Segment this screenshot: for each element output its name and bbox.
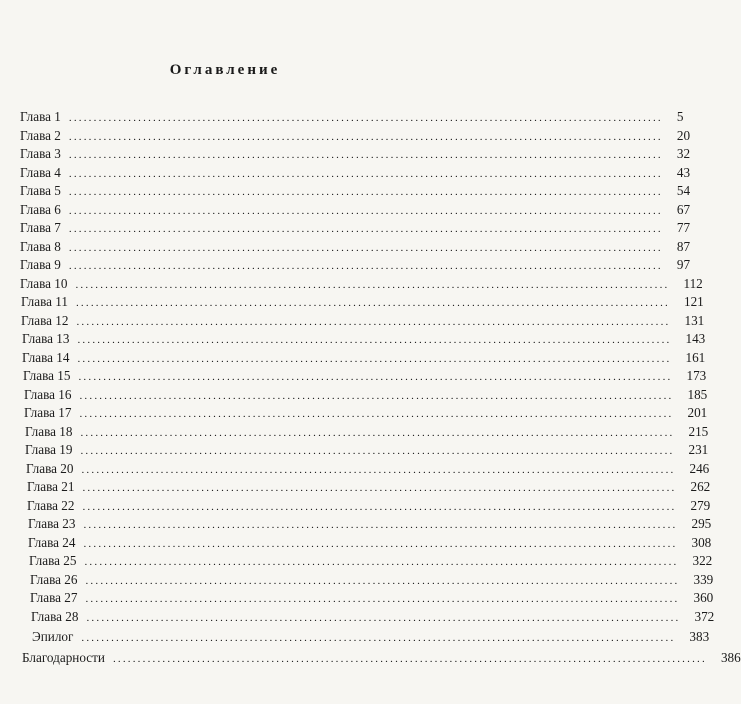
toc-entry-label: Глава 22: [27, 497, 75, 513]
toc-entry-label: Глава 27: [30, 590, 78, 605]
leader-dots: ........................................................................................................................: [82, 500, 677, 513]
toc-entry: [20, 497, 711, 516]
leader-dots: ........................................................................................................................: [79, 408, 674, 420]
toc-entry-label: Глава 12: [21, 312, 69, 328]
toc-entry-label: Глава 9: [20, 257, 61, 272]
toc-entry-label: Глава 20: [26, 460, 74, 476]
toc-entry-page: 87: [676, 238, 691, 254]
toc-entry: [20, 649, 741, 668]
toc-entry-page: 215: [688, 423, 709, 439]
toc-entry: [20, 349, 706, 368]
leader-dots: ........................................................................................................................: [86, 611, 681, 624]
toc-entry-page: 295: [691, 516, 712, 531]
toc-entry: [20, 478, 711, 497]
toc-entry-label: Глава 23: [28, 516, 76, 531]
toc-heading: Оглавление: [169, 62, 281, 78]
toc-entry-label: Глава 14: [22, 349, 70, 365]
toc-entry-page: 43: [676, 164, 691, 180]
leader-dots: ........................................................................................................................: [85, 593, 680, 605]
toc-entry: [20, 238, 691, 257]
toc-entry: [20, 552, 713, 571]
toc-entry-page: 185: [687, 386, 708, 402]
leader-dots: ........................................................................................................................: [80, 426, 675, 439]
toc-entry-label: Глава 1: [20, 109, 61, 124]
leader-dots: ........................................................................................................................: [112, 652, 707, 665]
toc-entry-label: Эпилог: [32, 629, 74, 644]
toc-entry-page: 372: [694, 608, 715, 624]
toc-entry: [20, 219, 691, 238]
toc-entry: [20, 330, 706, 349]
toc-entry-label: Глава 25: [29, 553, 77, 568]
toc-entry: [20, 386, 708, 405]
leader-dots: ........................................................................................................................: [83, 519, 678, 531]
leader-dots: ........................................................................................................................: [77, 334, 672, 346]
leader-dots: ........................................................................................................................: [68, 112, 663, 124]
toc-entry-label: Глава 2: [20, 127, 61, 143]
toc-entry-page: 112: [683, 275, 703, 291]
toc-entry-page: 5: [676, 109, 684, 124]
toc-entry: [20, 293, 704, 312]
toc-entry-page: 121: [683, 294, 704, 309]
toc-entry-page: 322: [692, 553, 713, 568]
toc-entry-page: 143: [685, 331, 706, 346]
toc-entry-page: 161: [685, 349, 706, 365]
toc-entry-label: Благодарности: [22, 649, 105, 665]
toc-entry: [20, 404, 708, 423]
toc-entry-page: 32: [676, 146, 691, 161]
leader-dots: ........................................................................................................................: [68, 241, 663, 254]
toc-entry-page: 97: [676, 257, 691, 272]
toc-entry-label: Глава 28: [31, 608, 79, 624]
leader-dots: ........................................................................................................................: [84, 556, 679, 568]
toc-entry: [20, 571, 714, 590]
toc-entry: [20, 127, 691, 146]
toc-entry-page: 308: [691, 534, 712, 550]
toc-entry: [20, 608, 715, 627]
toc-entry-label: Глава 19: [25, 442, 73, 457]
toc-entry: [20, 275, 703, 294]
leader-dots: ........................................................................................................................: [68, 260, 663, 272]
toc-entry: [20, 367, 707, 386]
toc-entry-label: Глава 4: [20, 164, 61, 180]
toc-entry-page: 279: [690, 497, 711, 513]
toc-entry-page: 360: [693, 590, 714, 605]
toc-entry: [20, 628, 710, 647]
leader-dots: ........................................................................................................................: [68, 167, 663, 180]
toc-entry-label: Глава 24: [28, 534, 76, 550]
leader-dots: ........................................................................................................................: [68, 186, 663, 198]
toc-entry-label: Глава 5: [20, 183, 61, 198]
toc-entry-label: Глава 17: [24, 405, 72, 420]
toc-entry-page: 67: [676, 201, 691, 217]
toc-entry-page: 231: [688, 442, 709, 457]
leader-dots: ........................................................................................................................: [78, 371, 673, 383]
leader-dots: ........................................................................................................................: [81, 632, 676, 644]
toc-entry: [20, 164, 691, 183]
leader-dots: ........................................................................................................................: [68, 204, 663, 217]
toc-entry-page: 173: [686, 368, 707, 383]
toc-entry-page: 131: [684, 312, 705, 328]
table-of-contents: [20, 108, 741, 667]
toc-entry: [20, 145, 691, 164]
toc-entry-label: Глава 11: [21, 294, 68, 309]
toc-entry-label: Глава 26: [30, 571, 78, 587]
toc-entry-label: Глава 10: [20, 275, 68, 291]
toc-entry-label: Глава 13: [22, 331, 70, 346]
toc-entry-label: Глава 15: [23, 368, 71, 383]
toc-entry: [20, 534, 712, 553]
toc-entry-label: Глава 16: [24, 386, 72, 402]
toc-entry-label: Глава 21: [27, 479, 75, 494]
toc-entry: [20, 589, 714, 608]
leader-dots: ........................................................................................................................: [79, 389, 674, 402]
toc-entry-label: Глава 6: [20, 201, 61, 217]
toc-entry-label: Глава 3: [20, 146, 61, 161]
toc-entry: [20, 201, 691, 220]
toc-entry-page: 386: [720, 649, 741, 665]
toc-entry-page: 77: [676, 220, 691, 235]
toc-entry: [20, 256, 691, 275]
leader-dots: ........................................................................................................................: [77, 352, 672, 365]
leader-dots: ........................................................................................................................: [68, 149, 663, 161]
leader-dots: ........................................................................................................................: [83, 537, 678, 550]
toc-entry-page: 383: [689, 629, 710, 644]
toc-entry-label: Глава 8: [20, 238, 61, 254]
leader-dots: ........................................................................................................................: [80, 445, 675, 457]
toc-entry-label: Глава 18: [25, 423, 73, 439]
toc-entry-page: 20: [676, 127, 691, 143]
leader-dots: ........................................................................................................................: [68, 130, 663, 143]
toc-entry-page: 246: [689, 460, 710, 476]
toc-entry: [20, 108, 684, 127]
toc-entry: [20, 515, 712, 534]
toc-entry: [20, 460, 710, 479]
leader-dots: ........................................................................................................................: [68, 223, 663, 235]
leader-dots: ........................................................................................................................: [85, 574, 680, 587]
toc-entry: [20, 182, 691, 201]
leader-dots: ........................................................................................................................: [81, 463, 676, 476]
toc-entry: [20, 441, 709, 460]
leader-dots: ........................................................................................................................: [76, 315, 671, 328]
leader-dots: ........................................................................................................................: [82, 482, 677, 494]
toc-entry: [20, 423, 709, 442]
toc-entry: [20, 312, 705, 331]
leader-dots: ........................................................................................................................: [75, 297, 670, 309]
toc-entry-page: 262: [690, 479, 711, 494]
toc-entry-page: 201: [687, 405, 708, 420]
toc-entry-label: Глава 7: [20, 220, 61, 235]
leader-dots: ........................................................................................................................: [75, 278, 670, 291]
toc-entry-page: 339: [693, 571, 714, 587]
toc-entry-page: 54: [676, 183, 691, 198]
